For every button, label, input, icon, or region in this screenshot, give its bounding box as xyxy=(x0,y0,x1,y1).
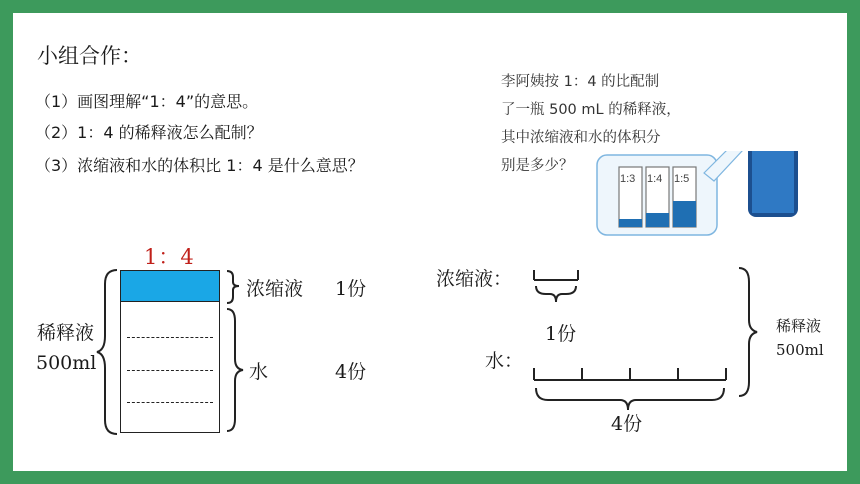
bottle-illustration xyxy=(596,151,818,245)
ratio-label: 1：4 xyxy=(144,245,195,269)
side-label-volume: 500ml xyxy=(36,352,97,374)
question-3: （3）浓缩液和水的体积比 1：4 是什么意思？ xyxy=(35,156,364,175)
conc-segment xyxy=(534,270,578,280)
conc-label: 浓缩液 xyxy=(246,278,304,300)
water-brace xyxy=(536,388,724,410)
water-label: 水 xyxy=(249,361,269,383)
dashed-divider xyxy=(127,402,213,403)
question-1: （1）画图理解“1：4”的意思。 xyxy=(35,92,259,111)
total-volume: 500ml xyxy=(776,341,824,359)
question-2: （2）1：4 的稀释液怎么配制？ xyxy=(35,123,263,142)
conc-parts: 1份 xyxy=(335,278,367,300)
slide-title: 小组合作： xyxy=(37,44,142,68)
tube-label-1: 1:3 xyxy=(620,173,636,185)
side-label-dilution: 稀释液 xyxy=(37,322,95,344)
right-braces xyxy=(223,269,247,435)
problem-line: 了一瓶 500 mL 的稀释液， xyxy=(501,102,681,118)
concentrate-segment xyxy=(121,270,219,302)
segment-water-parts: 4份 xyxy=(611,413,643,435)
total-label: 稀释液 xyxy=(776,317,822,335)
problem-line: 李阿姨按 1：4 的比配制 xyxy=(501,74,660,90)
conc-brace xyxy=(536,286,576,302)
left-brace xyxy=(93,268,123,438)
total-brace xyxy=(735,266,761,400)
water-parts: 4份 xyxy=(335,361,367,383)
problem-line: 别是多少？ xyxy=(501,158,574,174)
tube-label-2: 1:4 xyxy=(647,173,663,185)
bottle-icon xyxy=(748,151,798,217)
dashed-divider xyxy=(127,370,213,371)
problem-line: 其中浓缩液和水的体积分 xyxy=(501,130,661,146)
beaker xyxy=(120,270,220,433)
segment-conc-parts: 1份 xyxy=(545,323,577,345)
water-segment xyxy=(534,368,726,380)
segment-conc-label: 浓缩液： xyxy=(436,268,513,290)
segment-water-label: 水： xyxy=(485,350,524,372)
tube-label-3: 1:5 xyxy=(674,173,690,185)
slide xyxy=(13,13,847,471)
dashed-divider xyxy=(127,337,213,338)
